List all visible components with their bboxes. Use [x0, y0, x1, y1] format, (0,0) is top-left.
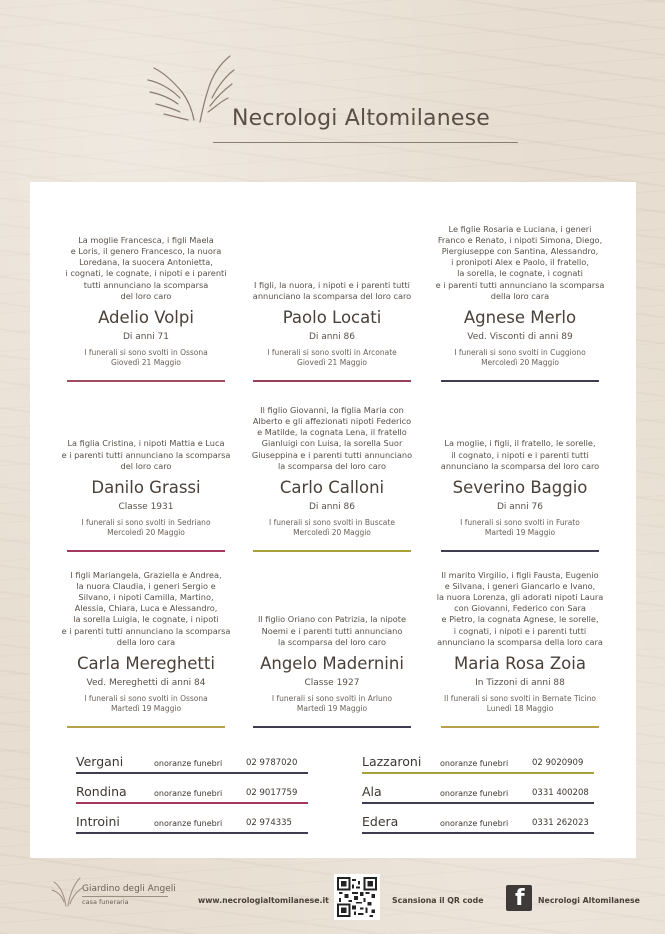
funeral-home-name: Edera [362, 814, 399, 829]
funeral-home-name: Lazzaroni [362, 754, 422, 769]
funeral-home-phone: 02 9787020 [246, 758, 298, 768]
funeral-home-type: onoranze funebri [154, 759, 223, 768]
funeral-home-rondina [76, 774, 308, 804]
card-divider [253, 726, 411, 728]
family-notice: Il figlio Oriano con Patrizia, la nipote Noemi e i parenti tutti annunciano la scomparsa del loro caro [257, 614, 407, 647]
funeral-info: I funerali si sono svolti in Ossona Martedì 19 Maggio [84, 694, 208, 713]
funeral-home-type: onoranze funebri [440, 819, 509, 828]
card-divider [67, 550, 225, 552]
family-notice: Il marito Virgilio, i figli Fausta, Eugenio e Silvana, i generi Giancarlo e Ivano, la nuora Lorenza, gli adorati nipoti Laura con Giovanni, Federico con Sara e Pietro, la cognata Agnese, le sorelle, i cognati, i nipoti e i parenti tutti annunciano la scomparsa della loro cara [436, 569, 604, 647]
funeral-info: I funerali si sono svolti in Ossona Giovedì 21 Maggio [84, 348, 208, 367]
deceased-name: Severino Baggio [452, 478, 588, 497]
funeral-info: I funerali si sono svolti in Arconate Giovedì 21 Maggio [267, 348, 397, 367]
qr-instruction: Scansiona il QR code [392, 896, 484, 905]
obituary-card [60, 394, 232, 552]
family-notice: I figli Mariangela, Graziella e Andrea, la nuora Claudia, i generi Sergio e Silvano, i nipoti Camilla, Martino, Alessia, Chiara, Luca e Alessandro, la sorella Luigia, le cognate, i nipoti e i parenti tutti annunciano la scomparsa della loro cara [61, 569, 231, 647]
footer-brand-divider [82, 896, 168, 897]
funeral-home-phone: 02 974335 [246, 818, 292, 828]
deceased-name: Paolo Locati [282, 308, 382, 327]
deceased-age: In Tizzoni di anni 88 [475, 678, 565, 688]
footer-brand-subtitle: casa funeraria [82, 898, 129, 906]
deceased-name: Danilo Grassi [91, 478, 201, 497]
card-divider [253, 380, 411, 382]
deceased-age: Di anni 86 [308, 332, 356, 342]
deceased-age: Ved. Mereghetti di anni 84 [86, 678, 206, 688]
deceased-name: Carla Mereghetti [77, 654, 215, 673]
card-divider [441, 726, 599, 728]
deceased-name: Maria Rosa Zoia [454, 654, 586, 673]
title-divider [213, 142, 518, 143]
funeral-home-name: Introini [76, 814, 120, 829]
funeral-info: I funerali si sono svolti in Cuggiono Mercoledì 20 Maggio [454, 348, 586, 367]
deceased-age: Ved. Visconti di anni 89 [467, 332, 573, 342]
funeral-home-type: onoranze funebri [154, 819, 223, 828]
funeral-home-phone: 02 9020909 [532, 758, 584, 768]
card-divider [253, 550, 411, 552]
family-notice: La moglie Francesca, i figli Maela e Loris, il genero Francesco, la nuora Loredana, la suocera Antonietta, i cognati, le cognate, i nipoti e i parenti tutti annunciano la scomparsa del loro caro [65, 234, 227, 301]
funeral-home-ala [362, 774, 594, 804]
funeral-home-vergani [76, 744, 308, 774]
obituary-card [434, 562, 606, 728]
funeral-home-name: Ala [362, 784, 382, 799]
obituary-card [60, 206, 232, 382]
deceased-name: Adelio Volpi [98, 308, 194, 327]
header [0, 0, 665, 180]
deceased-age: Di anni 76 [496, 502, 544, 512]
obituary-card [434, 206, 606, 382]
card-divider [441, 380, 599, 382]
funeral-home-type: onoranze funebri [440, 759, 509, 768]
funeral-home-lazzaroni [362, 744, 594, 774]
obituary-row [30, 562, 636, 728]
family-notice: Il figlio Giovanni, la figlia Maria con Alberto e gli affezionati nipoti Federico e Matilde, la cognata Lena, il fratello Gianluigi con Luisa, la sorella Suor Giuseppina e i parenti tutti annunciano la scomparsa del loro caro [251, 404, 413, 471]
funeral-home-underline [362, 832, 594, 834]
card-divider [67, 380, 225, 382]
family-notice: La figlia Cristina, i nipoti Mattia e Luca e i parenti tutti annunciano la scomparsa del loro caro [61, 438, 231, 471]
facebook-page-label[interactable]: Necrologi Altomilanese [538, 896, 640, 905]
funeral-info: I funerali si sono svolti in Sedriano Mercoledì 20 Maggio [81, 518, 211, 537]
funeral-info: I funerali si sono svolti in Arluno Martedì 19 Maggio [271, 694, 393, 713]
footer [0, 862, 665, 934]
angel-wings-icon [142, 50, 237, 130]
angel-wings-icon [50, 874, 84, 912]
funeral-homes [30, 738, 636, 848]
obituary-row [30, 206, 636, 382]
card-divider [67, 726, 225, 728]
deceased-age: Di anni 86 [308, 502, 356, 512]
funeral-home-name: Vergani [76, 754, 124, 769]
obituary-card [246, 206, 418, 382]
qr-code-icon[interactable] [334, 874, 380, 920]
family-notice: La moglie, i figli, il fratello, le sorelle, il cognato, i nipoti e i parenti tutti annunciano la scomparsa del loro caro [440, 438, 600, 471]
obituary-row [30, 394, 636, 552]
page-title: Necrologi Altomilanese [232, 106, 491, 131]
deceased-name: Agnese Merlo [463, 308, 577, 327]
obituary-card [246, 562, 418, 728]
funeral-home-name: Rondina [76, 784, 127, 799]
card-divider [441, 550, 599, 552]
funeral-info: I funerali si sono svolti in Buscate Mercoledì 20 Maggio [269, 518, 395, 537]
funeral-home-underline [76, 832, 308, 834]
obituary-card [246, 394, 418, 552]
funeral-home-type: onoranze funebri [440, 789, 509, 798]
facebook-icon[interactable]: f [506, 885, 532, 911]
family-notice: I figli, la nuora, i nipoti e i parenti tutti annunciano la scomparsa del loro caro [252, 279, 412, 301]
funeral-home-phone: 0331 262023 [532, 818, 589, 828]
obituary-card [434, 394, 606, 552]
family-notice: Le figlie Rosaria e Luciana, i generi Franco e Renato, i nipoti Simona, Diego, Piergiuseppe con Santina, Alessandro, i pronipoti Alex e Paolo, il fratello, la sorella, le cognate, i cognati e i parenti tutti annunciano la scomparsa della loro cara [435, 223, 605, 301]
deceased-age: Di anni 71 [122, 332, 170, 342]
deceased-name: Angelo Madernini [260, 654, 404, 673]
funeral-home-introini [76, 804, 308, 834]
deceased-age: Classe 1927 [304, 678, 360, 688]
footer-brand: Giardino degli Angeli [82, 884, 176, 894]
funeral-home-phone: 02 9017759 [246, 788, 298, 798]
funeral-info: I funerali si sono svolti in Furato Martedì 19 Maggio [460, 518, 580, 537]
deceased-age: Classe 1931 [118, 502, 174, 512]
website-link[interactable]: www.necrologialtomilanese.it [198, 896, 329, 905]
funeral-info: Il funerali si sono svolti in Bernate Ticino Lunedì 18 Maggio [444, 694, 596, 713]
funeral-home-phone: 0331 400208 [532, 788, 589, 798]
obituary-panel [30, 182, 636, 858]
funeral-home-type: onoranze funebri [154, 789, 223, 798]
funeral-home-edera [362, 804, 594, 834]
deceased-name: Carlo Calloni [279, 478, 385, 497]
obituary-card [60, 562, 232, 728]
